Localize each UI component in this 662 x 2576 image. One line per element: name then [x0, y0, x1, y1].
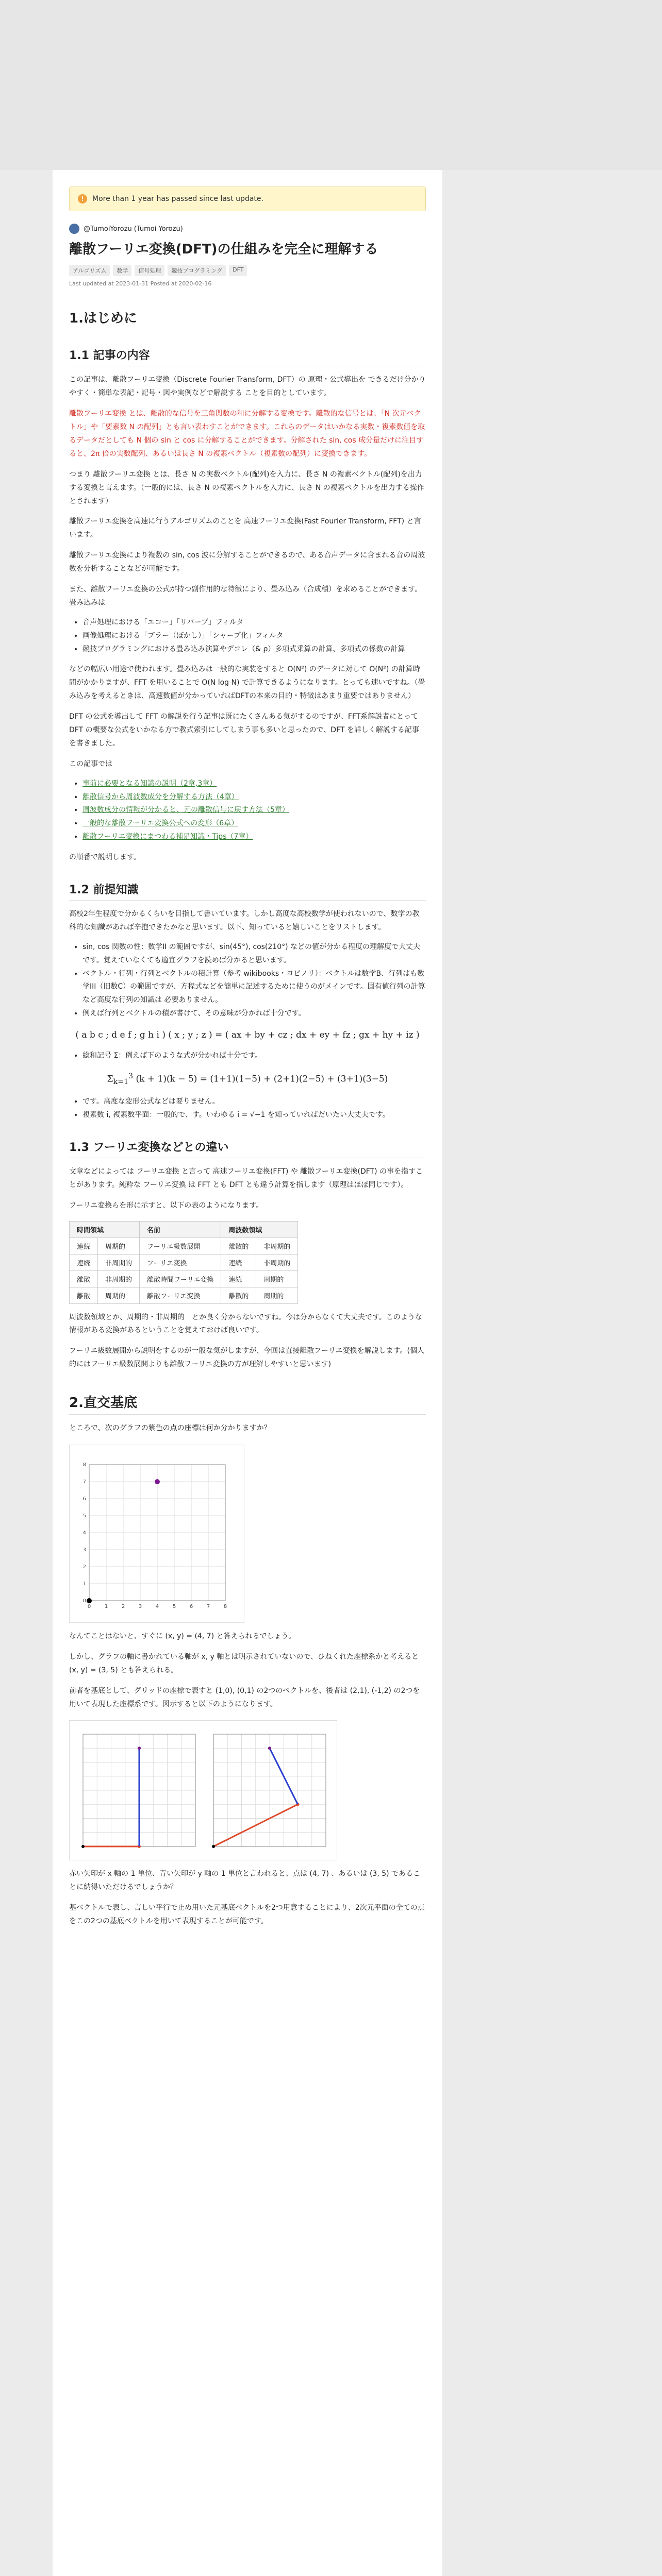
target-point [138, 1747, 141, 1750]
coordinate-plot [75, 1450, 240, 1615]
section-heading: 1.はじめに [69, 308, 426, 330]
basis-figure [69, 1720, 337, 1860]
section-heading: 1.1 記事の内容 [69, 347, 426, 366]
comparison-table [69, 1221, 298, 1304]
x-tick-label: 6 [189, 1603, 193, 1609]
warning-icon: ! [78, 194, 87, 204]
avatar[interactable] [69, 224, 79, 234]
paragraph: DFT の公式を導出して FFT の解説を行う記事は既にたくさんある気がするのですが、FFT系解説者にとってDFT の概要な公式をいかなる方で教式索引にしてしまう事も多いと思ったので、DFT を詳しく解説する記事を書きました。 [69, 713, 419, 748]
y-tick-label: 6 [82, 1496, 86, 1502]
paragraph: この記事では [69, 759, 112, 768]
y-tick-label: 7 [82, 1479, 86, 1485]
list-item: • 競技プログラミングにおける畳み込み演算やデコレ（& ρ）多項式乗算の計算、多項式の係数の計算 [82, 643, 426, 656]
tag[interactable]: 競技プログラミング [168, 265, 226, 276]
notice-text: More than 1 year has passed since last update. [92, 195, 263, 203]
author[interactable] [69, 224, 426, 234]
chapter-link[interactable]: 離散信号から周波数成分を分解する方法（4章） [82, 792, 239, 801]
table-row: 連続 周期的 フーリエ級数展開 離散的 非周期的 [70, 1238, 298, 1254]
outdated-notice [69, 187, 426, 211]
article [53, 170, 442, 2576]
chapter-link[interactable]: 一般的な離散フーリエ変換公式への変形（6章） [82, 819, 239, 828]
tag[interactable]: アルゴリズム [69, 265, 110, 276]
tag[interactable]: 数学 [113, 265, 131, 276]
page-background [0, 0, 662, 170]
x-tick-label: 3 [138, 1603, 142, 1609]
x-tick-label: 4 [155, 1603, 159, 1609]
tag-list [69, 265, 426, 276]
list-item: • sin, cos 関数の性：数学II の範囲ですが、sin(45°), cos(210°) などの値が分かる程度の理解度で大丈夫です。覚えていなくても適宜グラフを読めば分かると思います。 [82, 941, 426, 968]
coordinate-figure [69, 1445, 244, 1623]
paragraph: ところで、次のグラフの紫色の点の座標は何か分かりますか？ [69, 1424, 271, 1433]
paragraph: の順番で説明します。 [69, 853, 141, 862]
table-header: 周波数領域 [221, 1221, 298, 1238]
matrix-equation: ( a b c ; d e f ; g h i ) ( x ; y ; z ) = ( ax + by + cz ; dx + ey + fz ; gx + hy + iz ) [75, 1030, 420, 1041]
standard-basis-plot [75, 1726, 201, 1855]
paragraph: フーリエ級数展開から説明をするのが一般な気がしますが、今回は直接離散フーリエ変換を解説します。(個人的にはフーリエ級数展開よりも離散フーリエ変換の方が理解しやすいと思います) [69, 1347, 424, 1369]
x-tick-label: 5 [172, 1603, 176, 1609]
list-item: • 例えば行列とベクトルの積が書けて、その意味が分かれば十分です。 [82, 1007, 426, 1021]
paragraph: この記事は、離散フーリエ変換（Discrete Fourier Transform, DFT）の 原理・公式導出を できるだけ分かりやすく・簡単な表記・記号・図や実例などで解説する ことを目的としています。 [69, 376, 426, 398]
list-item: • 総和記号 Σ：例えば下のような式が分かれば十分です。 [82, 1049, 426, 1063]
tag[interactable]: DFT [229, 265, 247, 276]
paragraph: 離散フーリエ変換を高速に行うアルゴリズムのことを 高速フーリエ変換(Fast Fourier Transform, FFT) と言います。 [69, 517, 421, 539]
x-tick-label: 0 [87, 1603, 91, 1609]
paragraph: また、離散フーリエ変換の公式が持つ副作用的な特徴により、畳み込み（合成積）を求めることができます。畳み込みは [69, 585, 422, 607]
x-tick-label: 1 [104, 1603, 108, 1609]
x-tick-label: 7 [206, 1603, 210, 1609]
data-point [87, 1598, 92, 1603]
author-name[interactable]: @TumoiYorozu (Tumoi Yorozu) [84, 225, 183, 233]
table-row: 離散 非周期的 離散時間フーリエ変換 連続 周期的 [70, 1270, 298, 1287]
dates: Last updated at 2023-01-31 Posted at 2020-02-16 [69, 280, 212, 287]
paragraph: 文章などによっては フーリエ変換 と言って 高速フーリエ変換(FFT) や 離散フーリエ変換(DFT) の事を指すことがあります。純粋な フーリエ変換 は FFT とも DFT とも違う計算を指します（原理はほぼ同じです）。 [69, 1167, 423, 1189]
table-row: 離散 周期的 離散フーリエ変換 離散的 周期的 [70, 1287, 298, 1303]
chapter-link-list [69, 777, 426, 844]
x-tick-label: 8 [223, 1603, 227, 1609]
y-tick-label: 4 [82, 1530, 86, 1536]
list-item: • です。高度な変形公式などは要りません。 [82, 1095, 426, 1109]
bullet-list [69, 1095, 426, 1122]
y-tick-label: 0 [82, 1598, 86, 1604]
section-heading: 2.直交基底 [69, 1392, 426, 1415]
bullet-list [69, 616, 426, 656]
chapter-link[interactable]: 離散フーリエ変換にまつわる補足知識・Tips（7章） [82, 833, 253, 841]
paragraph: 赤い矢印が x 軸の 1 単位、青い矢印が y 軸の 1 単位と言われると、点は (4, 7) 、あるいは (3, 5) であることに納得いただけるでしょうか？ [69, 1870, 421, 1892]
paragraph: フーリエ変換らを形に示すと、以下の表のようになります。 [69, 1201, 263, 1210]
paragraph: つまり 離散フーリエ変換 とは、長さ N の実数ベクトル(配列)を入力に、長さ N の複素ベクトル(配列)を出力する変換と言えます。（一般的には、長さ N の複素ベクトルを入力に、長さ N の複素ベクトルを出力する操作とされます） [69, 470, 424, 505]
paragraph: 周波数領域とか、周期的・非周期的 とか良く分からないですね。今は分からなくて大丈夫です。このような情報がある変換があるということを覚えておけば良いです。 [69, 1313, 422, 1335]
bullet-list [69, 941, 426, 1021]
y-tick-label: 2 [82, 1564, 86, 1570]
table-header: 名前 [140, 1221, 221, 1238]
y-tick-label: 8 [82, 1462, 86, 1468]
paragraph: 高校2年生程度で分かるくらいを目指して書いています。しかし高度な高校数学が使われないので、数学の教科的な知識があれば辛抱できたかなと思います。以下、知っていると嬉しいことをリストします。 [69, 910, 420, 931]
x-tick-label: 2 [121, 1603, 125, 1609]
paragraph: 離散フーリエ変換 とは、離散的な信号を三角関数の和に分解する変換です。離散的な信号とは、「N 次元ベクトル」や「要素数 N の配列」とも言い表わすことができます。これらのデータはいかなる実数・複素数値を取るデータだとしても N 個の sin と cos に分解することができます。分解された sin, cos 成分量だけに注目すると、2π 倍の実数配列、あるいは長さ N の複素ベクトル（複素数の配列）に変換できます。 [69, 410, 425, 458]
list-item: • 画像処理における「ブラー（ぼかし）」「シャープ化」フィルタ [82, 630, 426, 643]
y-tick-label: 3 [82, 1547, 86, 1553]
y-tick-label: 1 [82, 1581, 86, 1587]
list-item: • ベクトル・行列・行列とベクトルの積計算（参考 wikibooks・ヨビノリ）：ベクトルは数学B、行列はも数学III（旧数C）の範囲ですが、方程式などを簡単に記述するために使うのがメインです。固有値行列の計算など高度な行列の知識は 必要ありません。 [82, 968, 426, 1008]
target-point [268, 1747, 271, 1750]
table-header: 時間領域 [70, 1221, 140, 1238]
bullet-list [69, 1049, 426, 1063]
section-heading: 1.2 前提知識 [69, 881, 426, 901]
chapter-link[interactable]: 事前に必要となる知識の説明（2章,3章） [82, 779, 217, 788]
tag[interactable]: 信号処理 [135, 265, 164, 276]
section-heading: 1.3 フーリエ変換などとの違い [69, 1139, 426, 1158]
page-title: 離散フーリエ変換(DFT)の仕組みを完全に理解する [69, 242, 378, 257]
list-item: • 複素数 i, 複素数平面：一般的で、す。いわゆる i = √−1 を知っていればだいたい大丈夫です。 [82, 1109, 426, 1122]
table-row: 連続 非周期的 フーリエ変換 連続 非周期的 [70, 1254, 298, 1270]
data-point [155, 1479, 160, 1484]
origin-point [212, 1845, 215, 1848]
paragraph: しかし、グラフの軸に書かれている軸が x, y 軸とは明示されていないので、ひねくれた座標系かと考えると (x, y) = (3, 5) とも答えられる。 [69, 1652, 419, 1674]
skewed-basis-plot [205, 1726, 332, 1855]
chapter-link[interactable]: 周波数成分の情報が分かると、元の離散信号に戻す方法（5章） [82, 806, 289, 815]
origin-point [81, 1845, 85, 1848]
y-tick-label: 5 [82, 1513, 86, 1519]
paragraph: 前者を基底として、グリッドの座標で表すと (1,0), (0,1) の2つのベクトルを、後者は (2,1), (-1,2) の2つを用いて表現した座標系です。図示すると以下のようになります。 [69, 1686, 420, 1708]
sum-equation: $\Sigma_{k=1}^3$ (k + 1)(k − 5) = (1+1)(1−5) + (2+1)(2−5) + (3+1)(3−5) [107, 1072, 388, 1087]
list-item: • 音声処理における「エコー」「リバーブ」フィルタ [82, 616, 426, 630]
paragraph: 離散フーリエ変換により複数の sin, cos 波に分解することができるので、ある音声データに含まれる音の周波数を分析することなどが可能です。 [69, 551, 425, 573]
paragraph: 基ベクトルで表し、言しい平行で止め用いた元基底ベクトルを2つ用意することにより、2次元平面の全ての点をこの2つの基底ベクトルを用いて表現することが可能です。 [69, 1904, 425, 1926]
paragraph: なんてことはないと、すぐに (x, y) = (4, 7) と答えられるでしょう。 [69, 1632, 296, 1640]
paragraph: などの幅広い用途で使われます。畳み込みは一般的な実装をすると O(N²) のデータに対して O(N²) の計算時間がかかりますが、FFT を用いることで O(N log N) で計算できるようになります。とっても速いですね。（畳み込みを考えるときは、高速数値が分かっていればDFTの本来の目的・特徴はあまり重要ではありません） [69, 665, 425, 701]
